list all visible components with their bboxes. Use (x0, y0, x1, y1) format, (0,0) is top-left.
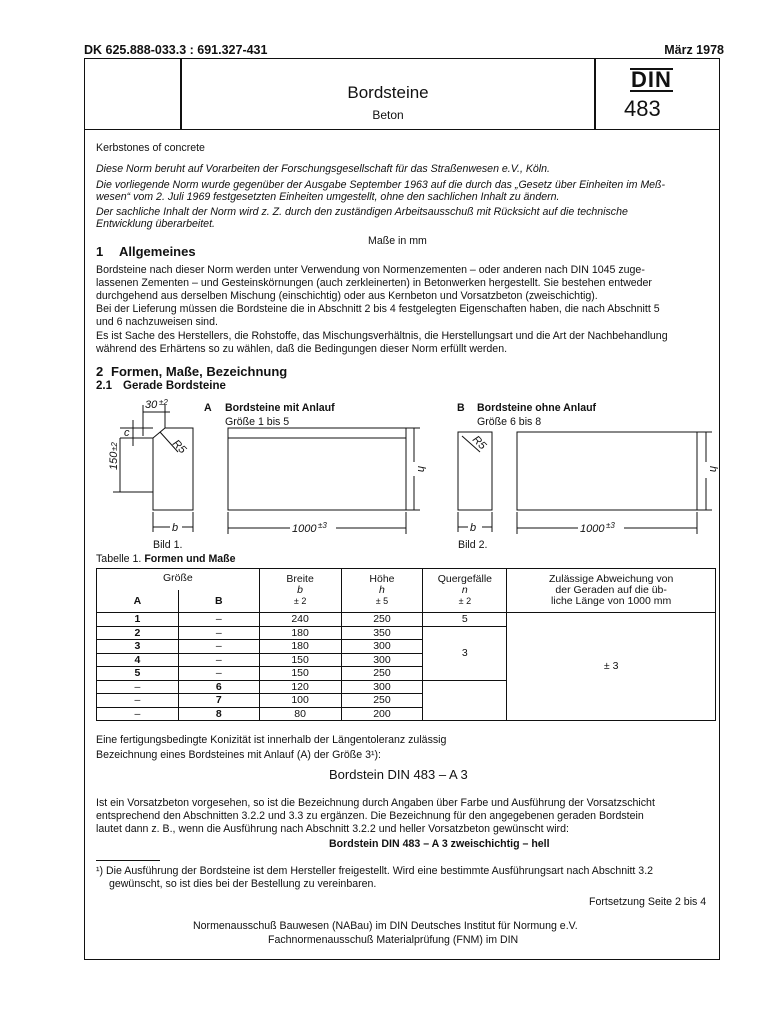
fig-b-label-1000: 1000 (580, 523, 605, 535)
th-deviation (507, 569, 716, 613)
cell-height: 300 (341, 640, 423, 654)
cell-height: 200 (341, 707, 423, 721)
cell-b: 7 (178, 694, 259, 708)
th-deviation-l3: liche Länge von 1000 mm (551, 595, 672, 607)
fig-a-label-b: b (172, 522, 179, 534)
section-2-1-number: 2.1 (96, 380, 112, 392)
cell-b: – (178, 626, 259, 640)
fig-a-label-c: c (124, 427, 130, 439)
fig-a-caption: Bild 1. (153, 539, 183, 551)
fig-a-label-150-tol: ±2 (110, 442, 119, 451)
cell-b: 8 (178, 707, 259, 721)
th-b: B (178, 590, 259, 613)
th-height-tol: ± 5 (375, 596, 389, 606)
section-2-number: 2 (96, 364, 104, 379)
english-title: Kerbstones of concrete (96, 142, 205, 154)
cell-width: 80 (259, 707, 341, 721)
cell-b: – (178, 653, 259, 667)
publisher-line-1: Normenausschuß Bauwesen (NABau) im DIN Deutsches Institut für Normung e.V. (193, 920, 578, 932)
continuation-note: Fortsetzung Seite 2 bis 4 (589, 896, 707, 908)
fig-b-title: Bordsteine ohne Anlauf (477, 402, 597, 414)
facing-concrete-p3: lautet dann z. B., wenn die Ausführung nach Abschnitt 3.2.2 und heller Vorsatzbeton gewünscht wird: (96, 823, 569, 835)
cell-a: – (97, 707, 179, 721)
fig-b-sizes: Größe 6 bis 8 (477, 416, 542, 428)
footnote-rule (96, 860, 160, 861)
cell-a: – (97, 680, 179, 694)
facing-concrete-p1: Ist ein Vorsatzbeton vorgesehen, so ist die Bezeichnung durch Angaben über Farbe und Ausführung der Vorsatzschicht (96, 797, 655, 809)
s1-line-7: während des Erhärtens so zu wählen, daß die Bedingungen dieser Norm erfüllt werden. (96, 343, 508, 355)
s1-line-2: lassenen Zementen – und Gesteinskörnungen (auch zerkleinerten) in Betonwerken hergestellt. Sie bestehen entweder (96, 277, 652, 289)
designation-intro: Bezeichnung eines Bordsteines mit Anlauf (A) der Größe 3¹): (96, 749, 381, 761)
document-title: Bordsteine (347, 83, 429, 102)
cell-height: 250 (341, 613, 423, 627)
fig-b-letter: B (457, 402, 465, 414)
table-caption (96, 553, 236, 566)
dimensions-table (96, 568, 716, 721)
din-number: 483 (624, 96, 661, 121)
fig-a-label-150: 150 (108, 451, 120, 470)
table-caption-title: Formen und Maße (144, 553, 236, 565)
intro-p1: Diese Norm beruht auf Vorarbeiten der Forschungsgesellschaft für das Straßenwesen e.V., Köln. (96, 163, 550, 175)
s1-line-6: Es ist Sache des Herstellers, die Rohstoffe, das Mischungsverhältnis, die Herstellungsart und die Art der Nachbehandlung (96, 330, 668, 342)
table-caption-prefix: Tabelle 1. (96, 553, 142, 565)
section-2-title: Formen, Maße, Bezeichnung (111, 364, 288, 379)
intro-p3b: Entwicklung überarbeitet. (96, 218, 215, 230)
cell-width: 120 (259, 680, 341, 694)
conicity-note: Eine fertigungsbedingte Konizität ist innerhalb der Längentoleranz zulässig (96, 734, 447, 746)
fig-a-label-h: h (415, 466, 427, 473)
cell-height: 300 (341, 653, 423, 667)
footnote-line-2: gewünscht, so ist dies bei der Bestellung zu vereinbaren. (109, 878, 377, 890)
table-row (97, 613, 716, 627)
th-deviation-l2: der Geraden auf die üb- (555, 584, 667, 596)
units-note: Maße in mm (368, 235, 427, 247)
cell-a: – (97, 694, 179, 708)
fig-a-letter: A (204, 402, 212, 414)
section-1-number: 1 (96, 244, 104, 259)
fig-a-sizes: Größe 1 bis 5 (225, 416, 290, 428)
publisher-line-2: Fachnormenausschuß Materialprüfung (FNM) im DIN (268, 934, 519, 946)
table-header-row-1 (97, 569, 716, 591)
intro-p3a: Der sachliche Inhalt der Norm wird z. Z. durch den zuständigen Arbeitsausschuß mit Rücksicht auf die technische (96, 206, 628, 218)
th-height (341, 569, 423, 613)
th-height-label: Höhe (369, 573, 395, 585)
fig-a-front-view (228, 428, 406, 510)
fig-b-label-1000-tol: ±3 (606, 521, 615, 530)
s1-line-5: und 6 nachzuweisen sind. (96, 316, 218, 328)
fig-a-cross-section (153, 428, 193, 510)
th-slope-symbol: n (461, 584, 468, 596)
fig-a-label-30: 30 (145, 399, 158, 411)
cell-b: – (178, 640, 259, 654)
cell-b: – (178, 667, 259, 681)
cell-width: 180 (259, 640, 341, 654)
cell-width: 150 (259, 653, 341, 667)
cell-height: 350 (341, 626, 423, 640)
designation-example: Bordstein DIN 483 – A 3 (329, 767, 468, 782)
cell-a: 1 (97, 613, 179, 627)
fig-a-title: Bordsteine mit Anlauf (225, 402, 335, 414)
cell-height: 250 (341, 694, 423, 708)
section-1-title: Allgemeines (119, 244, 196, 259)
designation-example-2: Bordstein DIN 483 – A 3 zweischichtig – hell (329, 838, 550, 850)
cell-height: 300 (341, 680, 423, 694)
th-slope-tol: ± 2 (458, 596, 472, 606)
fig-a-label-radius: R5 (169, 437, 189, 457)
cell-a: 5 (97, 667, 179, 681)
cell-slope: 5 (423, 613, 507, 627)
cell-slope-empty (423, 680, 507, 721)
s1-line-1: Bordsteine nach dieser Norm werden unter Verwendung von Normenzementen – oder anderen nach DIN 1045 zuge- (96, 264, 645, 276)
th-slope (423, 569, 507, 613)
fig-a-label-1000-tol: ±3 (318, 521, 327, 530)
fig-a-label-1000: 1000 (292, 523, 317, 535)
cell-width: 100 (259, 694, 341, 708)
th-deviation-l1: Zulässige Abweichung von (548, 573, 674, 585)
intro-p2a: Die vorliegende Norm wurde gegenüber der Ausgabe September 1963 auf die durch das „Gesetz über Einheiten im Meß- (96, 179, 666, 191)
cell-deviation: ± 3 (507, 613, 716, 721)
th-width-tol: ± 2 (293, 596, 307, 606)
dk-number: DK 625.888-033.3 : 691.327-431 (84, 43, 268, 57)
s1-line-4: Bei der Lieferung müssen die Bordsteine die in Abschnitt 2 bis 4 festgelegten Eigenschaften haben, die nach Abschnitt 5 (96, 303, 660, 315)
cell-a: 3 (97, 640, 179, 654)
cell-width: 180 (259, 626, 341, 640)
cell-width: 150 (259, 667, 341, 681)
th-height-symbol: h (379, 584, 385, 596)
fig-b-label-h: h (707, 466, 719, 473)
cell-slope: 3 (423, 626, 507, 680)
issue-date: März 1978 (664, 43, 724, 57)
fig-b-label-radius: R5 (469, 433, 489, 453)
th-a: A (97, 590, 179, 613)
section-2-1-title: Gerade Bordsteine (123, 380, 226, 392)
din-logo-text: DIN (631, 67, 672, 92)
s1-line-3: durchgehend aus derselben Mischung (einschichtig) oder aus Kernbeton und Vorsatzbeton (zweischichtig). (96, 290, 598, 302)
cell-width: 240 (259, 613, 341, 627)
intro-p2b: wesen“ vom 2. Juli 1969 festgesetzten Einheiten umgestellt, ohne den sachlichen Inhalt zu ändern. (96, 191, 560, 203)
cell-height: 250 (341, 667, 423, 681)
th-slope-label: Quergefälle (437, 573, 492, 585)
fig-b-front-view (517, 432, 697, 510)
th-size: Größe (97, 569, 260, 591)
cell-b: 6 (178, 680, 259, 694)
fig-b-label-b: b (470, 522, 477, 534)
fig-a-label-30-tol: ±2 (159, 398, 168, 407)
th-width-symbol: b (297, 584, 304, 596)
fig-b-caption: Bild 2. (458, 539, 488, 551)
th-width (259, 569, 341, 613)
document-subtitle: Beton (372, 108, 404, 122)
footnote-line-1: ¹) Die Ausführung der Bordsteine ist dem Hersteller freigestellt. Wird eine bestimmte Ausführungsart nach Abschnitt 3.2 (96, 865, 654, 877)
cell-a: 2 (97, 626, 179, 640)
th-width-label: Breite (286, 573, 314, 585)
facing-concrete-p2: entsprechend den Abschnitten 3.2.2 und 3.3 zu ergänzen. Die Bezeichnung für den angegebenen geraden Bordstein (96, 810, 644, 822)
cell-a: 4 (97, 653, 179, 667)
cell-b: – (178, 613, 259, 627)
